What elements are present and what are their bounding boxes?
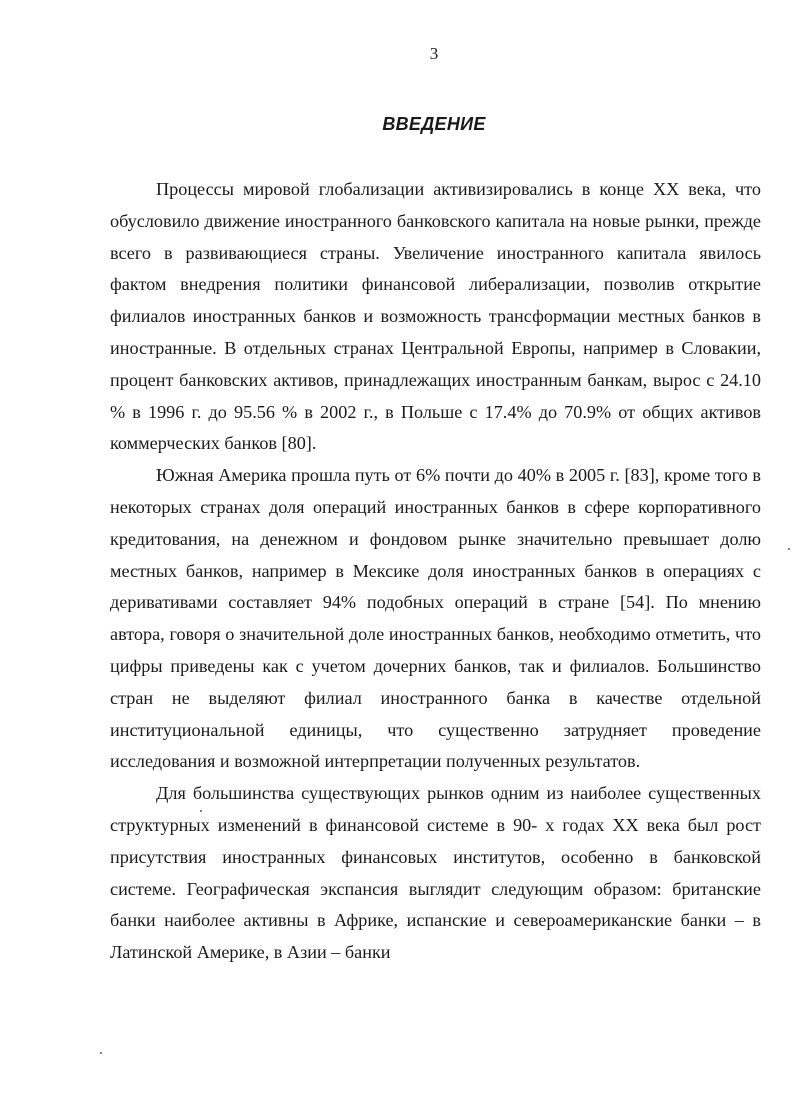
paragraph-2: Южная Америка прошла путь от 6% почти до 40% в 2005 г. [83], кроме того в некоторых странах доля операций иностранных банков в сфере корпоративного кредитования, на денежном и фондовом рынке значительно превышает долю местных банков, например в Мексике доля иностранных банков в операциях с деривативами составляет 94% подобных операций в стране [54]. По мнению автора, говоря о значительной доле иностранных банков, необходимо отметить, что цифры приведены как с учетом дочерних банков, так и филиалов. Большинство стран не выделяют филиал иностранного банка в качестве отдельной институциональной единицы, что существенно затрудняет проведение исследования и возможной интерпретации полученных результатов.: [110, 465, 761, 772]
paragraph-3: Для большинства существующих рынков одним из наиболее существенных структурных изменений в финансовой системе в 90- х годах XX века был рост присутствия иностранных финансовых институтов, особенно в банковской системе. Географическая экспансия выглядит следующим образом: британские банки наиболее активны в Африке, испанские и североамериканские банки – в Латинской Америке, в Азии – банки: [110, 783, 761, 963]
page-title: ВВЕДЕНИЕ: [382, 114, 486, 134]
scan-speck: [200, 810, 202, 812]
page-number: 3: [429, 44, 439, 63]
body-text: [110, 174, 761, 969]
scan-speck: [100, 1052, 102, 1054]
scan-speck: [788, 548, 790, 550]
paragraph-1: Процессы мировой глобализации активизировались в конце XX века, что обусловило движение иностранного банковского капитала на новые рынки, прежде всего в развивающиеся страны. Увеличение иностранного капитала явилось фактом внедрения политики финансовой либерализации, позволив открытие филиалов иностранных банков и возможность трансформации местных банков в иностранные. В отдельных странах Центральной Европы, например в Словакии, процент банковских активов, принадлежащих иностранным банкам, вырос с 24.10 % в 1996 г. до 95.56 % в 2002 г., в Польше с 17.4% до 70.9% от общих активов коммерческих банков [80].: [110, 179, 761, 454]
